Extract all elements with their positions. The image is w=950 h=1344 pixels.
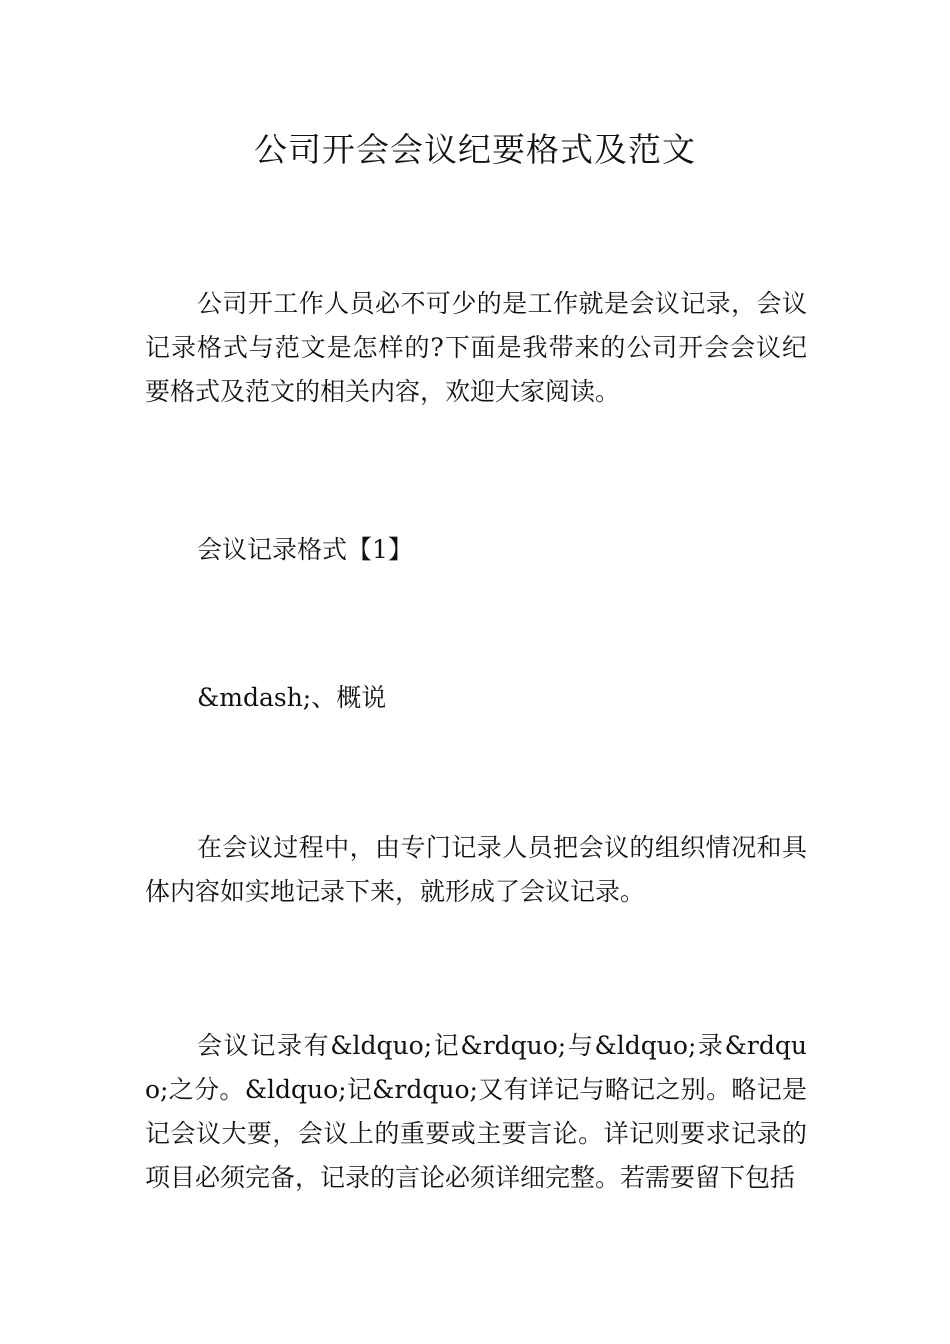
body-paragraph: 会议记录有&ldquo;记&rdquo;与&ldquo;录&rdquo;之分。&ldquo;记&rdquo;又有详记与略记之别。略记是记会议大要，会议上的重要或主要言论。详记则要求记录的项目必须完备，记录的言论必须详细完整。若需要留下包括 (145, 1031, 807, 1192)
document-title: 公司开会会议纪要格式及范文 (254, 130, 696, 169)
subsection-heading: &mdash;、概说 (197, 683, 387, 712)
body-paragraph: 在会议过程中，由专门记录人员把会议的组织情况和具体内容如实地记录下来，就形成了会议记录。 (145, 833, 807, 906)
intro-paragraph: 公司开工作人员必不可少的是工作就是会议记录，会议记录格式与范文是怎样的?下面是我带来的公司开会会议纪要格式及范文的相关内容，欢迎大家阅读。 (145, 289, 807, 406)
section-heading: 会议记录格式【1】 (197, 535, 413, 564)
